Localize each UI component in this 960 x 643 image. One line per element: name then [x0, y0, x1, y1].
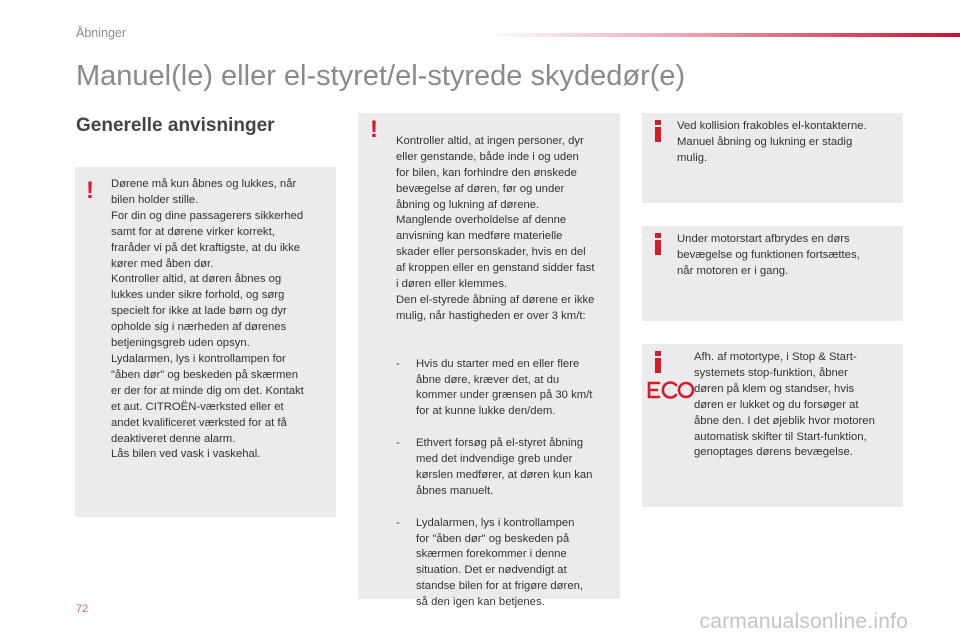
info-box-stop-start — [642, 344, 903, 507]
info-icon — [655, 120, 661, 142]
list-dash: - — [396, 357, 400, 370]
info-icon — [655, 351, 661, 373]
warning-box-safety — [358, 113, 620, 609]
list-item — [396, 436, 618, 500]
list-item — [396, 516, 618, 611]
section-heading: Generelle anvisninger — [76, 115, 275, 136]
list-dash: - — [396, 437, 400, 450]
header-accent-bar — [480, 33, 960, 37]
info-text: Afh. af motortype, i Stop & Start- systemets stop-funktion, åbner døren på klem og standser, hvis døren er lukket og du forsøger at åbne den. I det øjeblik hvor motoren automatisk skifter til Start-funktion, genoptages dørens bevægelse. — [694, 351, 875, 459]
info-text: Ved kollision frakobles el-kontakterne. Manuel åbning og lukning er stadig mulig. — [677, 120, 867, 164]
list-item-text: Ethvert forsøg på el-styret åbning med det indvendige greb under kørslen medfører, at døren kun kan åbnes manuelt. — [416, 437, 593, 497]
info-box-collision — [642, 113, 903, 203]
watermark: carmanualsonline.info — [699, 610, 908, 633]
eco-icon — [645, 380, 695, 400]
page-number: 72 — [76, 603, 89, 615]
warning-icon: ! — [86, 177, 94, 204]
warning-box-general — [75, 167, 336, 517]
speed-limit-list — [396, 341, 618, 627]
info-text: Under motorstart afbrydes en dørs bevægelse og funktionen fortsættes, når motoren er i gang. — [677, 233, 860, 277]
warning-intro-text — [396, 118, 618, 643]
list-item-text: Hvis du starter med en eller flere åbne døre, kræver det, at du kommer under grænsen på 30 km/t for at kunne lukke den/dem. — [416, 357, 593, 418]
section-label: Åbninger — [76, 26, 127, 40]
intro-paragraph: Kontroller altid, at ingen personer, dyr eller genstande, både inde i og uden for bilen, kan forhindre den ønskede bevægelse af døren, før og under åbning og lukning af dørene. Manglende overholdelse af denne anvisning kan medføre materielle skader eller personskader, hvis en del af kroppen eller en genstand sidder fast i døren eller klemmes. Den el-styrede åbning af dørene er ikke mulig, når hastigheden er over 3 km/t: — [396, 134, 595, 322]
page-title: Manuel(le) eller el-styret/el-styrede skydedør(e) — [76, 60, 686, 92]
list-item-text: Lydalarmen, lys i kontrollampen for "åben dør" og beskeden på skærmen forekommer i denne situation. Det er nødvendigt at standse bilen for at frigøre døren, så den igen kan betjenes. — [416, 516, 584, 609]
info-box-engine-start — [642, 226, 903, 321]
list-dash: - — [396, 516, 400, 529]
list-item — [396, 357, 618, 421]
warning-icon: ! — [370, 116, 378, 143]
warning-text: Dørene må kun åbnes og lukkes, når bilen holder stille. For din og dine passagerers sikkerhed samt for at dørene virker korrekt, fraråder vi på det kraftigste, at du ikke kører med åben dør. Kontroller altid, at døren åbnes og lukkes under sikre forhold, og sørg specielt for ikke at lade børn og dyr opholde sig i nærheden af dørenes betjeningsgreb uden opsyn. Lydalarmen, lys i kontrollampen for "åben dør" og beskeden på skærmen er der for at minde dig om det. Kontakt et aut. CITROËN-værksted eller et andet kvalificeret værksted for at få deaktiveret denne alarm. Lås bilen ved vask i vaskehal. — [111, 178, 304, 461]
info-icon — [655, 233, 661, 255]
